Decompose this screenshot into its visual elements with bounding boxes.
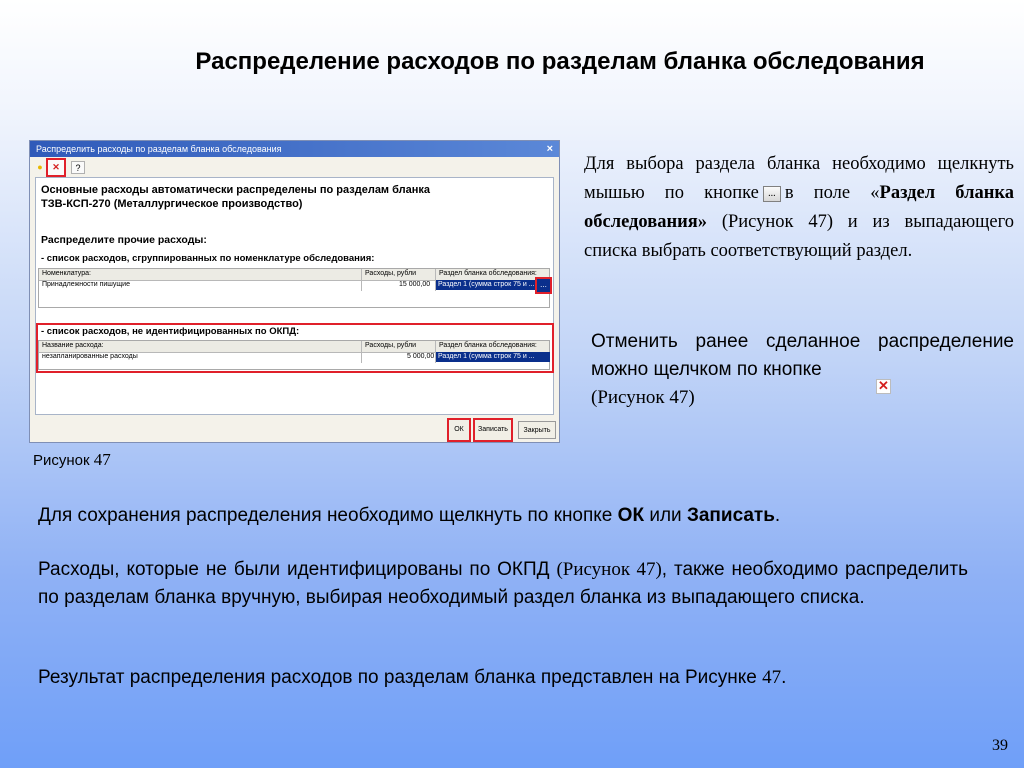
row-amount: 5 000,00 xyxy=(407,353,435,360)
dialog-title: Распределить расходы по разделам бланка обследования xyxy=(36,144,282,154)
p1-text-a: Для выбора раздела бланка необходимо щелкнуть мышью по кнопке xyxy=(584,154,1014,203)
column-header: Раздел бланка обследования: xyxy=(439,270,537,277)
body-p1-end: . xyxy=(774,505,781,526)
section-select[interactable]: Раздел 1 (сумма строк 75 и ... xyxy=(436,352,550,362)
dialog-titlebar xyxy=(30,141,559,157)
right-paragraph-2 xyxy=(591,328,1014,412)
body-p2-b: , также необходимо распределить по разделам бланка вручную, выбирая необходимый раздел бланка из выпадающего списка. xyxy=(38,559,968,608)
close-button[interactable]: Закрыть xyxy=(518,421,556,439)
body-p3-a: Результат распределения расходов по разделам бланка представлен на Рисунке xyxy=(38,667,763,688)
body-p1-ok: ОК xyxy=(617,505,645,526)
column-header: Расходы, рубли xyxy=(365,342,417,349)
right-paragraph-1 xyxy=(584,150,1014,266)
column-header: Название расхода: xyxy=(42,342,104,349)
p1-text-b: в поле « xyxy=(784,183,880,203)
close-icon[interactable]: × xyxy=(546,143,553,155)
result-paragraph xyxy=(38,664,968,692)
row-name: Принадлежности пишущие xyxy=(42,281,130,288)
section-picker-button[interactable]: ... xyxy=(535,277,552,294)
section-select[interactable]: Раздел 1 (сумма строк 75 и ... xyxy=(436,280,540,290)
ok-button[interactable]: ОК xyxy=(447,418,471,442)
dialog-screenshot xyxy=(29,140,560,443)
save-button[interactable]: Записать xyxy=(473,418,513,442)
help-icon[interactable]: ? xyxy=(71,161,85,174)
body-p1-save: Записать xyxy=(686,505,775,526)
okpd-table xyxy=(38,340,550,370)
column-header: Номенклатура: xyxy=(42,270,91,277)
table-row[interactable] xyxy=(39,352,549,363)
p1-text-c: (Рисунок 47) и из выпадающего списка выбрать соответствующий раздел. xyxy=(584,212,1015,261)
table1-subtitle: - список расходов, сгруппированных по номенклатуре обследования: xyxy=(41,253,375,264)
p2-text-a: Отменить ранее сделанное распределение можно щелчком по кнопке xyxy=(591,331,1014,380)
body-p3-num: 47 xyxy=(762,667,782,688)
page-number: 39 xyxy=(992,737,1008,754)
body-p1-or: или xyxy=(644,505,687,526)
caption-word: Рисунок xyxy=(33,452,90,469)
slide-title: Распределение расходов по разделам бланка обследования xyxy=(195,48,925,75)
caption-number: 47 xyxy=(93,450,111,469)
lightbulb-icon[interactable]: ● xyxy=(37,162,43,172)
body-p1-a: Для сохранения распределения необходимо щелкнуть по кнопке xyxy=(38,505,618,526)
p2-text-b: (Рисунок 47) xyxy=(591,387,695,408)
section-heading: Распределите прочие расходы: xyxy=(41,234,207,246)
cancel-distribution-icon: ✕ xyxy=(876,379,891,394)
main-text-line1: Основные расходы автоматически распределены по разделам бланка xyxy=(41,184,431,196)
cancel-distribution-icon[interactable]: ✕ xyxy=(46,158,66,177)
row-name: незапланированные расходы xyxy=(42,353,138,360)
main-text-line2: ТЗВ-КСП-270 (Металлургическое производство) xyxy=(41,198,303,210)
nomenclature-table xyxy=(38,268,550,308)
row-amount: 15 000,00 xyxy=(399,281,431,288)
body-p3-end: . xyxy=(781,667,787,688)
figure-caption xyxy=(33,450,111,470)
save-paragraph xyxy=(38,502,968,530)
column-header: Раздел бланка обследования: xyxy=(439,342,537,349)
body-p2-ref: (Рисунок 47) xyxy=(556,559,662,580)
table-row[interactable] xyxy=(39,280,549,291)
table2-subtitle: - список расходов, не идентифицированных по ОКПД: xyxy=(41,326,300,337)
p1-field-name: Раздел бланка обследования» xyxy=(584,183,1014,232)
okpd-paragraph xyxy=(38,556,968,612)
column-header: Расходы, рубли xyxy=(365,270,417,277)
ellipsis-button-icon: ... xyxy=(763,186,781,202)
body-p2-a: Расходы, которые не были идентифицированы по ОКПД xyxy=(38,559,557,580)
dialog-content xyxy=(35,177,554,415)
